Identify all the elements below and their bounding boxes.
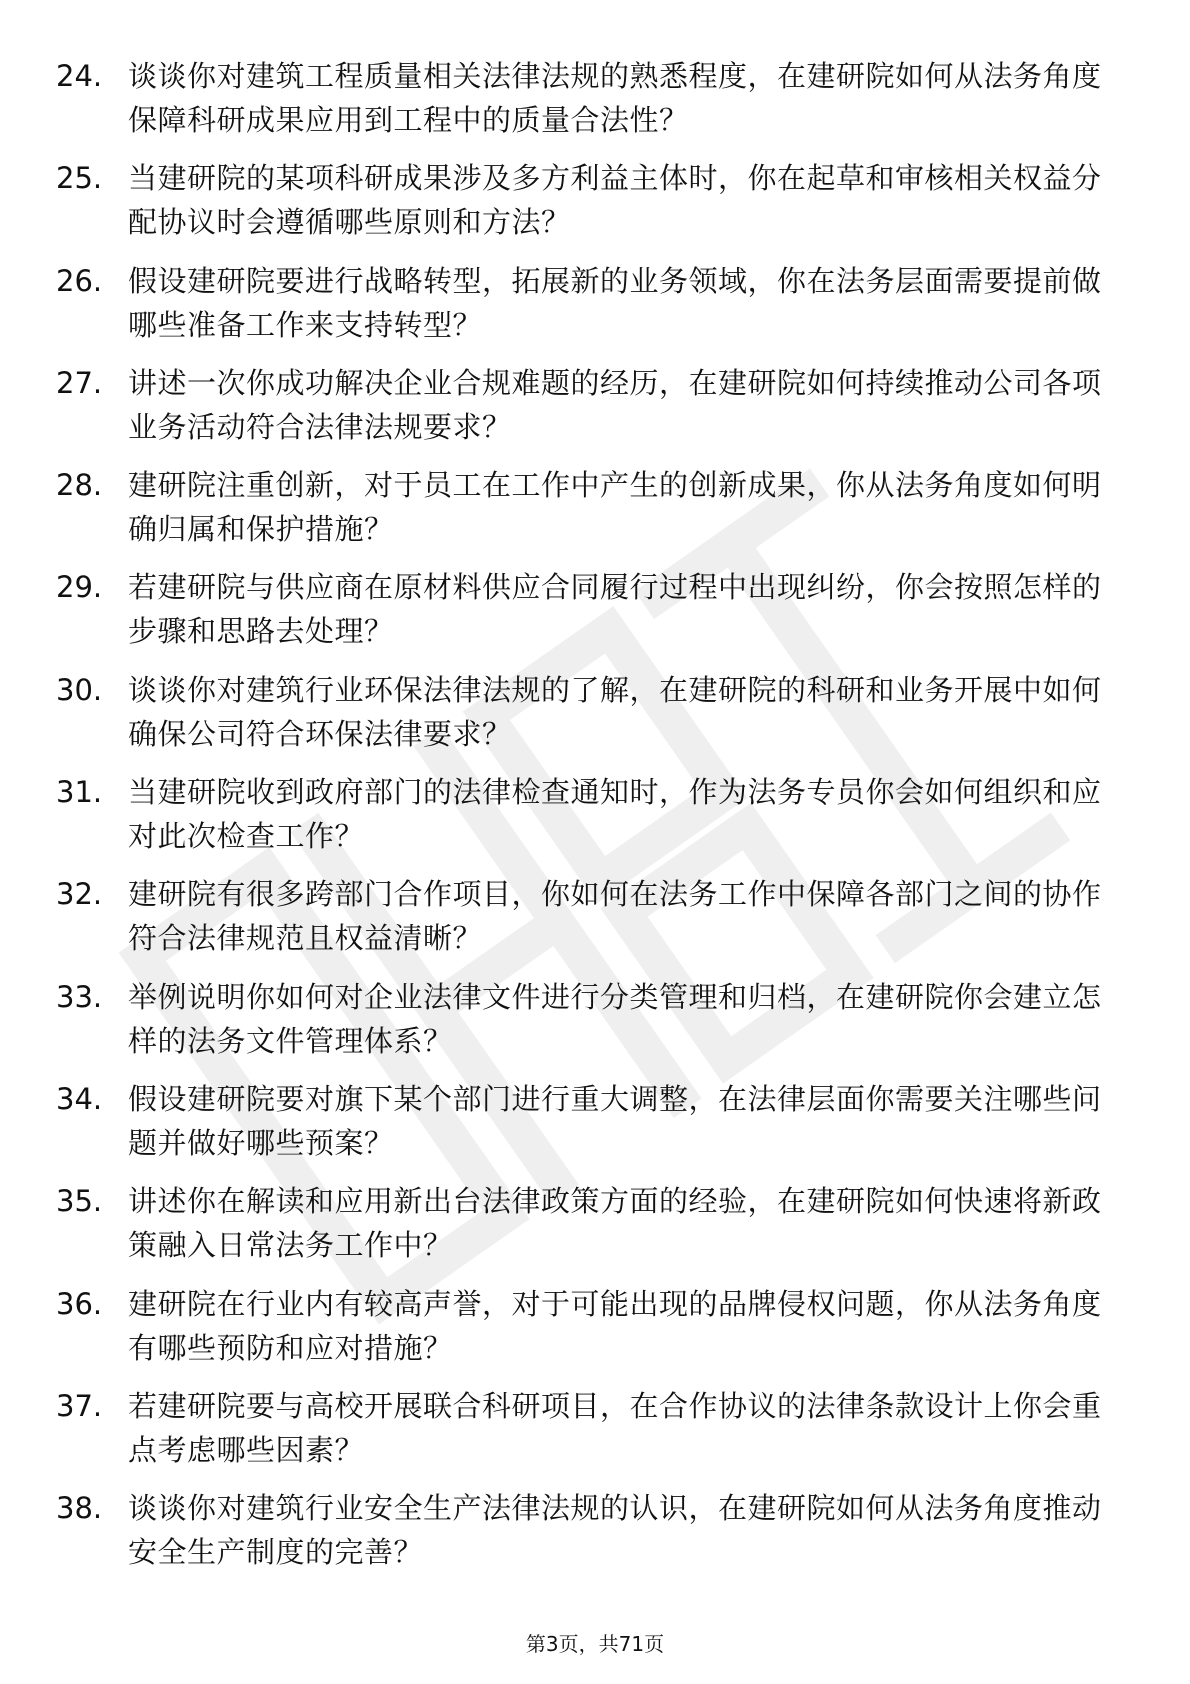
- question-item: [56, 156, 1116, 258]
- question-list: [56, 54, 1116, 1588]
- question-text: 谈谈你对建筑行业安全生产法律法规的认识，在建研院如何从法务角度推动安全生产制度的完善？: [128, 1491, 1102, 1570]
- question-item: [56, 54, 1116, 156]
- question-number: 26.: [56, 263, 103, 298]
- question-item: [56, 565, 1116, 667]
- question-number: 31.: [56, 775, 103, 810]
- question-item: [56, 1486, 1116, 1588]
- question-number: 29.: [56, 570, 103, 605]
- question-number: 32.: [56, 877, 103, 912]
- question-number: 28.: [56, 468, 103, 503]
- question-number: 30.: [56, 672, 103, 707]
- question-number: 27.: [56, 365, 103, 400]
- question-number: 36.: [56, 1286, 103, 1321]
- question-text: 当建研院的某项科研成果涉及多方利益主体时，你在起草和审核相关权益分配协议时会遵循哪些原则和方法？: [128, 161, 1102, 240]
- question-text: 建研院在行业内有较高声誉，对于可能出现的品牌侵权问题，你从法务角度有哪些预防和应对措施？: [128, 1286, 1102, 1365]
- question-number: 33.: [56, 979, 103, 1014]
- question-item: [56, 1077, 1116, 1179]
- question-item: [56, 361, 1116, 463]
- question-text: 若建研院要与高校开展联合科研项目，在合作协议的法律条款设计上你会重点考虑哪些因素？: [128, 1388, 1102, 1467]
- question-item: [56, 463, 1116, 565]
- question-number: 24.: [56, 59, 103, 93]
- question-number: 34.: [56, 1081, 103, 1116]
- page-footer: [0, 1630, 1190, 1658]
- question-item: [56, 1282, 1116, 1384]
- question-item: [56, 259, 1116, 361]
- question-item: [56, 975, 1116, 1077]
- question-item: [56, 668, 1116, 770]
- question-item: [56, 872, 1116, 974]
- question-item: [56, 1179, 1116, 1281]
- question-text: 若建研院与供应商在原材料供应合同履行过程中出现纠纷，你会按照怎样的步骤和思路去处理？: [128, 570, 1102, 649]
- question-number: 37.: [56, 1388, 103, 1423]
- question-item: [56, 770, 1116, 872]
- question-number: 25.: [56, 161, 103, 196]
- question-text: 建研院注重创新，对于员工在工作中产生的创新成果，你从法务角度如何明确归属和保护措施？: [128, 468, 1102, 547]
- question-text: 讲述一次你成功解决企业合规难题的经历，在建研院如何持续推动公司各项业务活动符合法律法规要求？: [128, 365, 1102, 444]
- question-text: 谈谈你对建筑行业环保法律法规的了解，在建研院的科研和业务开展中如何确保公司符合环保法律要求？: [128, 672, 1102, 751]
- question-number: 38.: [56, 1491, 103, 1526]
- question-text: 假设建研院要进行战略转型，拓展新的业务领域，你在法务层面需要提前做哪些准备工作来支持转型？: [128, 263, 1102, 342]
- page-number-label: 第3页，共71页: [525, 1632, 665, 1656]
- question-item: [56, 1384, 1116, 1486]
- question-text: 讲述你在解读和应用新出台法律政策方面的经验，在建研院如何快速将新政策融入日常法务工作中？: [128, 1184, 1102, 1263]
- question-text: 举例说明你如何对企业法律文件进行分类管理和归档，在建研院你会建立怎样的法务文件管理体系？: [128, 979, 1102, 1058]
- question-text: 假设建研院要对旗下某个部门进行重大调整，在法律层面你需要关注哪些问题并做好哪些预案？: [128, 1081, 1102, 1160]
- question-text: 当建研院收到政府部门的法律检查通知时，作为法务专员你会如何组织和应对此次检查工作？: [128, 775, 1102, 854]
- question-text: 建研院有很多跨部门合作项目，你如何在法务工作中保障各部门之间的协作符合法律规范且权益清晰？: [128, 877, 1102, 956]
- question-text: 谈谈你对建筑工程质量相关法律法规的熟悉程度，在建研院如何从法务角度保障科研成果应用到工程中的质量合法性？: [128, 59, 1102, 137]
- question-number: 35.: [56, 1184, 103, 1219]
